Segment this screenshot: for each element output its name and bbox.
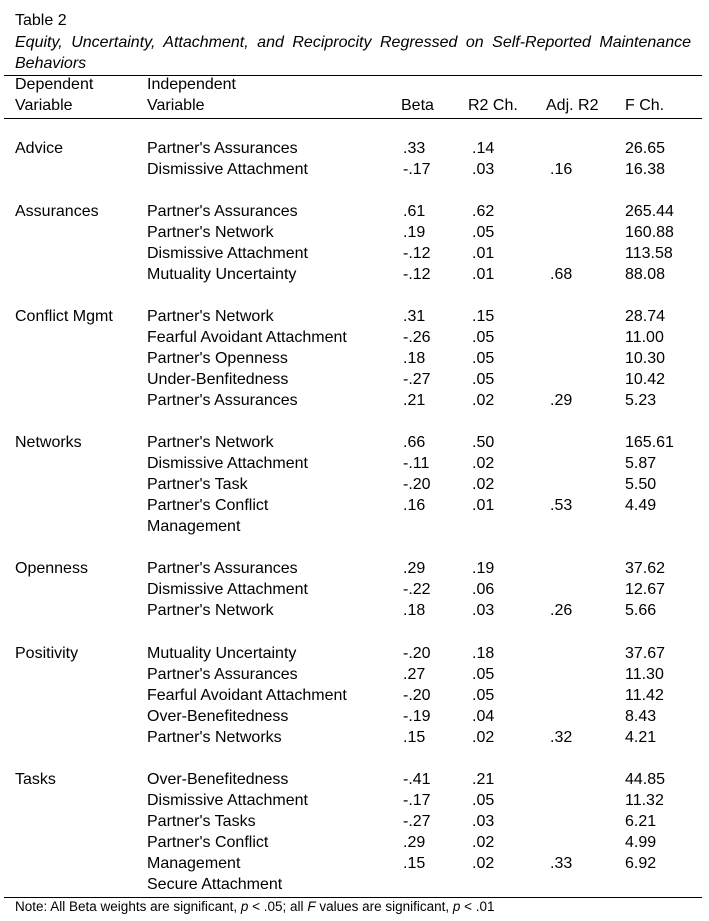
f-change-value: 113.58 [625,245,673,262]
independent-variable: Partner's Network [147,602,274,619]
r2-change-value: .03 [472,161,495,178]
header-independent-line1: Independent [147,76,236,93]
r2-change-value: .62 [472,203,495,220]
beta-value: .29 [403,834,426,851]
note-f-symbol: F [307,899,316,914]
f-change-value: 4.49 [625,497,657,514]
dependent-variable: Advice [15,140,64,157]
f-change-value: 12.67 [625,581,666,598]
r2-change-value: .04 [472,708,495,725]
r2-change-value: .18 [472,645,495,662]
adj-r2-value: .16 [550,161,573,178]
header-dependent-line1: Dependent [15,76,94,93]
table-title: Equity, Uncertainty, Attachment, and Reciprocity Regressed on Self-Reported Maintenance Behaviors [15,34,691,72]
table-row [0,201,709,222]
independent-variable: Partner's Networks [147,729,282,746]
independent-variable: Partner's Conflict [147,497,269,514]
beta-value: .31 [403,308,426,325]
table-row [0,558,709,579]
independent-variable: Partner's Assurances [147,560,298,577]
beta-value: -.19 [403,708,431,725]
table-row [0,643,709,664]
table-row [0,600,709,621]
note-p-symbol-2: p [452,899,461,914]
independent-variable: Dismissive Attachment [147,792,308,809]
adj-r2-value: .53 [550,497,573,514]
table-row [0,369,709,390]
independent-variable: Over-Benefitedness [147,708,289,725]
r2-change-value: .05 [472,371,495,388]
table-note [15,899,495,915]
adj-r2-value: .68 [550,266,573,283]
beta-value: -.11 [403,455,430,472]
beta-value: -.17 [403,792,431,809]
independent-variable: Mutuality Uncertainty [147,645,297,662]
r2-change-value: .21 [472,771,495,788]
f-change-value: 8.43 [625,708,657,725]
f-change-value: 265.44 [625,203,674,220]
independent-variable: Partner's Task [147,476,248,493]
beta-value: -.12 [403,245,431,262]
table-row [0,853,709,874]
f-change-value: 37.62 [625,560,666,577]
independent-variable: Partner's Tasks [147,813,256,830]
independent-variable: Partner's Assurances [147,203,298,220]
r2-change-value: .02 [472,855,495,872]
r2-change-value: .02 [472,476,495,493]
r2-change-value: .05 [472,329,495,346]
beta-value: -.41 [403,771,431,788]
r2-change-value: .06 [472,581,495,598]
beta-value: .16 [403,497,426,514]
table-row [0,453,709,474]
f-change-value: 160.88 [625,224,674,241]
f-change-value: 16.38 [625,161,666,178]
r2-change-value: .05 [472,224,495,241]
beta-value: .27 [403,666,426,683]
r2-change-value: .05 [472,792,495,809]
independent-variable: Partner's Network [147,434,274,451]
f-change-value: 6.21 [625,813,657,830]
r2-change-value: .02 [472,455,495,472]
table-row [0,790,709,811]
table-row [0,243,709,264]
table-row [0,811,709,832]
independent-variable: Partner's Assurances [147,392,298,409]
f-change-value: 165.61 [625,434,674,451]
f-change-value: 44.85 [625,771,666,788]
beta-value: .15 [403,855,426,872]
independent-variable: Fearful Avoidant Attachment [147,329,347,346]
header-top-rule [4,75,702,76]
dependent-variable: Tasks [15,771,56,788]
beta-value: -.20 [403,687,431,704]
r2-change-value: .02 [472,834,495,851]
r2-change-value: .14 [472,140,495,157]
beta-value: -.20 [403,645,431,662]
beta-value: -.27 [403,813,431,830]
dependent-variable: Conflict Mgmt [15,308,113,325]
f-change-value: 10.30 [625,350,666,367]
r2-change-value: .02 [472,392,495,409]
independent-variable: Management [147,518,241,535]
f-change-value: 88.08 [625,266,666,283]
r2-change-value: .01 [472,245,495,262]
table-row [0,685,709,706]
beta-value: .66 [403,434,426,451]
table-row [0,264,709,285]
f-change-value: 11.42 [625,687,664,704]
table-row [0,390,709,411]
beta-value: .33 [403,140,426,157]
note-suffix: < .01 [460,899,495,914]
independent-variable: Fearful Avoidant Attachment [147,687,347,704]
beta-value: -.22 [403,581,431,598]
beta-value: .29 [403,560,426,577]
table-row [0,579,709,600]
table-row [0,222,709,243]
f-change-value: 28.74 [625,308,666,325]
r2-change-value: .05 [472,350,495,367]
independent-variable: Partner's Network [147,308,274,325]
adj-r2-value: .33 [550,855,573,872]
f-change-value: 11.00 [625,329,664,346]
f-change-value: 5.87 [625,455,657,472]
r2-change-value: .02 [472,729,495,746]
f-change-value: 5.50 [625,476,657,493]
beta-value: -.20 [403,476,431,493]
f-change-value: 10.42 [625,371,666,388]
beta-value: -.17 [403,161,431,178]
header-r2-change: R2 Ch. [468,97,518,114]
beta-value: .61 [403,203,426,220]
header-adj-r2: Adj. R2 [546,97,599,114]
f-change-value: 5.66 [625,602,657,619]
f-change-value: 37.67 [625,645,666,662]
table-row [0,327,709,348]
table-row [0,874,709,895]
dependent-variable: Assurances [15,203,99,220]
dependent-variable: Openness [15,560,88,577]
r2-change-value: .03 [472,813,495,830]
independent-variable: Dismissive Attachment [147,245,308,262]
adj-r2-value: .32 [550,729,573,746]
header-independent-line2: Variable [147,97,205,114]
dependent-variable: Networks [15,434,82,451]
table-row [0,306,709,327]
beta-value: -.12 [403,266,431,283]
header-beta: Beta [401,97,434,114]
f-change-value: 11.32 [625,792,664,809]
table-row [0,832,709,853]
table-row [0,706,709,727]
header-dependent-line2: Variable [15,97,73,114]
table-row [0,727,709,748]
independent-variable: Over-Benefitedness [147,771,289,788]
independent-variable: Secure Attachment [147,876,283,893]
independent-variable: Management [147,855,241,872]
independent-variable: Partner's Assurances [147,666,298,683]
f-change-value: 11.30 [625,666,664,683]
beta-value: .18 [403,602,426,619]
r2-change-value: .15 [472,308,495,325]
adj-r2-value: .26 [550,602,573,619]
header-f-change: F Ch. [625,97,665,114]
f-change-value: 5.23 [625,392,657,409]
independent-variable: Partner's Assurances [147,140,298,157]
beta-value: .19 [403,224,426,241]
table-row [0,516,709,537]
beta-value: -.27 [403,371,431,388]
independent-variable: Mutuality Uncertainty [147,266,297,283]
independent-variable: Dismissive Attachment [147,581,308,598]
r2-change-value: .19 [472,560,495,577]
table-row [0,348,709,369]
independent-variable: Under-Benfitedness [147,371,289,388]
independent-variable: Partner's Openness [147,350,288,367]
header-bottom-rule [4,118,702,119]
f-change-value: 26.65 [625,140,666,157]
f-change-value: 6.92 [625,855,657,872]
table-label: Table 2 [15,12,67,29]
beta-value: .15 [403,729,426,746]
note-prefix: Note: All Beta weights are significant, [15,899,241,914]
table-row [0,138,709,159]
table-row [0,769,709,790]
beta-value: .18 [403,350,426,367]
independent-variable: Partner's Network [147,224,274,241]
dependent-variable: Positivity [15,645,79,662]
r2-change-value: .50 [472,434,495,451]
r2-change-value: .05 [472,687,495,704]
f-change-value: 4.21 [625,729,657,746]
note-mid2: values are significant, [315,899,453,914]
r2-change-value: .01 [472,266,495,283]
note-p-symbol: p [240,899,249,914]
table-row [0,159,709,180]
independent-variable: Dismissive Attachment [147,161,308,178]
table-row [0,495,709,516]
adj-r2-value: .29 [550,392,573,409]
r2-change-value: .05 [472,666,495,683]
beta-value: -.26 [403,329,431,346]
table-bottom-rule [4,897,702,898]
note-mid1: < .05; all [248,899,308,914]
table-row [0,664,709,685]
r2-change-value: .03 [472,602,495,619]
beta-value: .21 [403,392,426,409]
table-row [0,474,709,495]
independent-variable: Dismissive Attachment [147,455,308,472]
f-change-value: 4.99 [625,834,657,851]
independent-variable: Partner's Conflict [147,834,269,851]
table-row [0,432,709,453]
r2-change-value: .01 [472,497,495,514]
